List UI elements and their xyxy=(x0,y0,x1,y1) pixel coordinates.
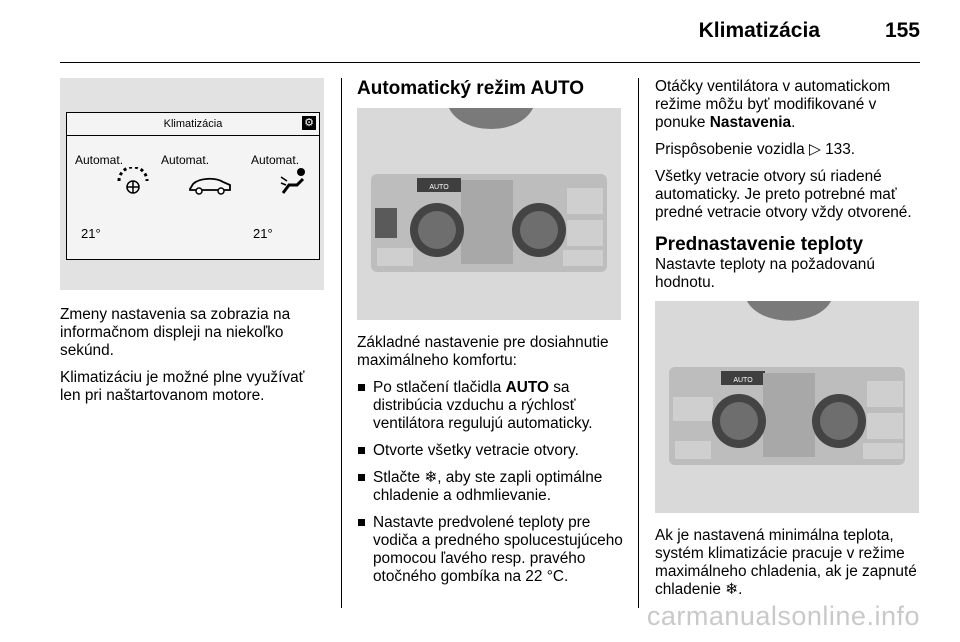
panel-auto-label: AUTO xyxy=(733,377,753,384)
paragraph-set-temperature: Nastavte teploty na požadovanú hodnotu. xyxy=(655,256,875,291)
mode-label-right: Automat. xyxy=(251,153,300,167)
display-illustration xyxy=(60,78,324,290)
heading-temperature-preset: Prednastavenie teploty xyxy=(655,234,864,255)
watermark: carmanualsonline.info xyxy=(646,601,920,631)
middle-column xyxy=(357,78,627,595)
climate-control-panel xyxy=(655,301,919,513)
climate-control-panel xyxy=(357,108,621,320)
paragraph-fan-speed: Otáčky ventilátora v automatickom režime môžu byť modifikované v ponuke Nastavenia. xyxy=(655,78,891,131)
paragraph-engine-running: Klimatizáciu je možné plne využívať len pri naštartovanom motore. xyxy=(60,369,305,404)
heading-auto-mode: Automatický režim AUTO xyxy=(357,78,584,99)
list-item: Po stlačení tlačidla AUTO sa distribúcia vzduchu a rýchlosť ventilátora regulujú automaticky. xyxy=(357,379,627,433)
snowflake-icon: ❄ xyxy=(424,469,438,486)
temperature-right: 21° xyxy=(253,226,273,241)
left-column xyxy=(60,78,328,414)
info-display xyxy=(66,112,320,260)
gear-icon: ⚙ xyxy=(302,116,316,130)
panel-auto-label: AUTO xyxy=(429,184,449,191)
display-title: Klimatizácia xyxy=(163,118,223,130)
right-column xyxy=(655,78,923,608)
column-divider-1 xyxy=(341,78,342,608)
section-title: Klimatizácia xyxy=(698,19,820,42)
control-panel-photo-1 xyxy=(357,108,621,320)
paragraph-intro: Základné nastavenie pre dosiahnutie maximálneho komfortu: xyxy=(357,334,609,369)
steps-list xyxy=(357,379,627,586)
car-icon xyxy=(187,173,233,197)
column-divider-2 xyxy=(638,78,639,608)
paragraph-vents: Všetky vetracie otvory sú riadené automaticky. Je preto potrebné mať predné vetracie otvory vždy otvorené. xyxy=(655,168,912,221)
temperature-left: 21° xyxy=(81,226,101,241)
snowflake-icon: ❄ xyxy=(725,581,739,598)
mode-label-left: Automat. xyxy=(75,153,124,167)
fan-icon xyxy=(113,167,153,199)
page-header xyxy=(60,0,920,63)
control-panel-photo-2 xyxy=(655,301,919,513)
paragraph-vehicle-personalization: Prispôsobenie vozidla ▷ 133. xyxy=(655,141,856,158)
paragraph-min-temperature: Ak je nastavená minimálna teplota, systém klimatizácie pracuje v režime maximálneho chladenia, ak je zapnuté chladenie ❄. xyxy=(655,527,917,598)
display-title-bar xyxy=(67,113,319,136)
page-number: 155 xyxy=(884,19,920,42)
mode-label-center: Automat. xyxy=(161,153,210,167)
list-item: Otvorte všetky vetracie otvory. xyxy=(357,442,627,460)
seat-airflow-icon xyxy=(277,165,307,199)
reference-arrow-icon: ▷ xyxy=(809,141,821,158)
list-item: Nastavte predvolené teploty pre vodiča a predného spolucestujúceho pomocou ľavého resp. pravého otočného gombíka na 22 °C. xyxy=(357,514,627,586)
list-item: Stlačte ❄, aby ste zapli optimálne chladenie a odhmlievanie. xyxy=(357,469,627,505)
paragraph-display-change: Zmeny nastavenia sa zobrazia na informačnom displeji na niekoľko sekúnd. xyxy=(60,306,291,359)
